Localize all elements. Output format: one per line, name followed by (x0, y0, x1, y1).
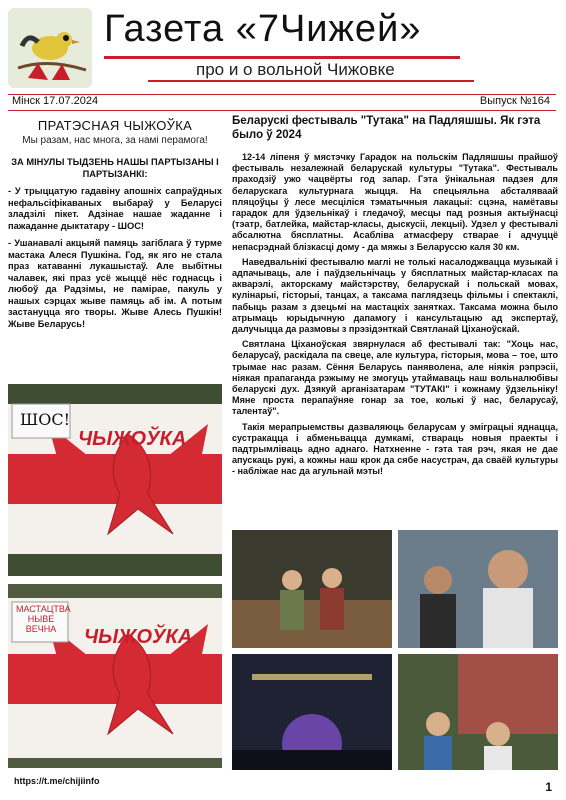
flag-text: ЧЫЖОЎКА (78, 428, 187, 450)
telegram-link[interactable]: https://t.me/chijiinfo (14, 776, 100, 786)
masthead-logo (8, 8, 92, 88)
issue-date: Mінск 17.07.2024 (12, 95, 99, 107)
festival-photo-performers (232, 530, 392, 648)
article-heading: Беларускі фестываль "Тутака" на Падляшшы. Як гэта было ў 2024 (232, 115, 541, 141)
flag-text: ЧЫЖОЎКА (84, 626, 193, 648)
right-column (232, 112, 558, 482)
page-number: 1 (545, 780, 552, 794)
left-lead: ЗА МІНУЛЫ ТЫДЗЕНЬ НАШЫ ПАРТЫЗАНЫ І ПАРТЫЗАНКІ: (11, 157, 219, 179)
left-heading: ПРАТЭСНАЯ ЧЫЖОЎКА (37, 118, 193, 133)
subtitle-underline (148, 80, 474, 82)
left-item-2: - Ушанавалі акцыяй памяць загіблага ў турме мастака Алеся Пушкіна. Год, як яго не стала праз катаванні лукашыстаў. Але выбітны чалавек, які праз усё жыццё нёс годнасць і любоў да Радзімы, не паміраe, пакуль у нашых сэрцах жыве памяць аб ім. А потым застануцца яго творы. Жыве Алесь Пушкін! Жыве Беларусь! (8, 238, 222, 329)
protest-photo-1 (8, 384, 222, 576)
article-paragraph-3: Святлана Ціханоўская звярнулася аб фестывалі так: "Хоць нас, беларусаў, раскідала па свеце, але культура, гісторыя, мова – тое, што трымае нас разам. Сёння Беларусь паняволена, але ніякія рэпрэсіі, ніякая прапаганда рэжыму не змогуць утаймаваць наш вольналюбівы беларускі дух. Дзякуй арганізатарам "ТУТАКІ" і кожнаму ўдзельніку! Мяне проста перапаўняе гонар за тое, колькі ў нас, беларусаў, талентаў". (232, 339, 558, 417)
sign-text: МАСТАЦТВА НЫВЕ ВЕЧНА (16, 604, 71, 634)
protest-photo-2 (8, 584, 222, 768)
left-column (8, 112, 222, 330)
left-item-1: - У трыццатую гадавіну апошніх сапраўдных нефальсіфікаваных выбараў у Беларусі зладзілі пікет. Адзінае нашае жаданне і пажаданне дыктатару - ШОС! (8, 186, 222, 231)
newspaper-title: Газета «7Чижей» (104, 8, 422, 50)
article-paragraph-1: 12-14 ліпеня ў мястэчку Гарадок на польскім Падляшшы прайшоў фестываль незалежнай беларускай культуры "Тутака". Фестываль праходзіў ужо чацвёрты год запар. Гэта ўнікальная падзея для беларускага культурнага жыцця. На спецыяльна абсталяваай пляцоўцы ў лесе месціліся тэматычныя лакацыі: сцэна, намётавы гарадок для ўдзельнікаў і гледачоў, месцы пад розныя актыўнасці (тэатр, батлейка, майстар-класы, дыскусіі, лекцыі). Удзел у фестывалі абсалютна бясплатны. Асабліва атмасферу стварае і адчуццё непасрэднай блізкасці дому - да мяжы з Беларуссю каля 30 км. (232, 152, 558, 252)
festival-photo-crowd (398, 530, 558, 648)
article-paragraph-4: Такія мерапрыемствы дазваляюць беларусам у эміграцыі яднацца, сустракацца і абменьвацца думкамі, ствараць новыя праекты і падтрымліваць адно аднаго. Натхненне - гэта тая рэч, якая не дае апускаць рукі, а кожны наш крок да сябе насустрач, да сваёй культуры - набліжае нас да агульнай мэты! (232, 421, 558, 477)
issue-number: Выпуск №164 (479, 95, 550, 107)
left-quote: Мы разам, нас многа, за намі перамога! (22, 135, 208, 146)
finch-illustration-icon (8, 8, 92, 88)
article-paragraph-2: Наведвальнікі фестывалю маглі не толькі насалоджвацца музыкай і адпачываць, але і паўдзельнічаць у бясплатных майстар-класах па акварэлі, акторскаму майстэрству, беларускай і польскай мовах, кулінарыі, гісторыі, танцах, а таксама паглядзець фільмы і спектаклі, пабыць разам з дзецьмі на мастацкіх занятках. Таксама можна было атрымаць юрыдычную дапамогу і кансультацыю ад экспертаў, далучыцца да размовы з прэзідэнткай Святланай Ціханоўскай. (232, 256, 558, 335)
festival-photo-night-stage (232, 654, 392, 770)
sign-text: ШОС! (20, 410, 71, 429)
festival-photo-grid (232, 530, 558, 770)
festival-photo-children (398, 654, 558, 770)
title-underline (104, 56, 460, 59)
newspaper-subtitle: про и о вольной Чижовке (196, 60, 395, 79)
